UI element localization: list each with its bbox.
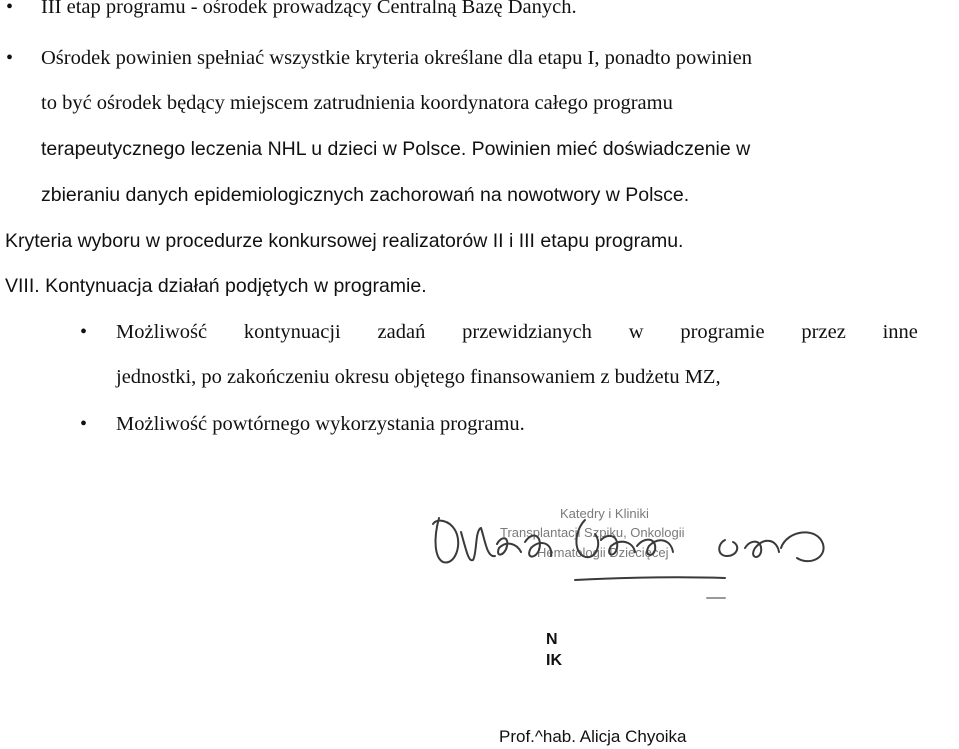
bullet-icon: • xyxy=(80,321,88,343)
word: kontynuacji xyxy=(243,321,341,343)
list-item-center-requirements-line-4: zbieraniu danych epidemiologicznych zachorowań na nowotwory w Polsce. xyxy=(41,184,690,206)
stamp-line-3: Hematologii Dziecięcej xyxy=(537,545,669,560)
bullet-icon: • xyxy=(6,47,14,69)
section-viii-heading: VIII. Kontynuacja działań podjętych w programie. xyxy=(5,275,427,297)
list-item-continuation-line-1 xyxy=(116,319,918,345)
word: przewidzianych xyxy=(462,321,592,343)
criteria-paragraph: Kryteria wyboru w procedurze konkursowej realizatorów II i III etapu programu. xyxy=(5,230,684,252)
bullet-icon: • xyxy=(6,0,14,18)
list-item-center-requirements-line-2: to być ośrodek będący miejscem zatrudnienia koordynatora całego programu xyxy=(41,92,673,114)
signature-initials-line-2: IK xyxy=(546,652,562,669)
list-item-reuse: Możliwość powtórnego wykorzystania programu. xyxy=(116,413,525,435)
stamp-signature-image xyxy=(425,500,865,610)
institution-stamp xyxy=(500,506,685,560)
word: przez xyxy=(801,321,846,343)
list-item-center-requirements-line-1: Ośrodek powinien spełniać wszystkie kryteria określane dla etapu I, ponadto powinien xyxy=(41,47,753,69)
list-item-center-requirements-line-3: terapeutycznego leczenia NHL u dzieci w Polsce. Powinien mieć doświadczenie w xyxy=(41,138,751,160)
stamp-line-1: Katedry i Kliniki xyxy=(560,506,649,521)
word: inne xyxy=(882,321,918,343)
list-item-continuation-line-2: jednostki, po zakończeniu okresu objętego finansowaniem z budżetu MZ, xyxy=(116,366,721,388)
word: Możliwość xyxy=(116,321,208,343)
stamp-line-2: Transplantacji Szpiku, Onkologii xyxy=(500,525,685,540)
word: zadań xyxy=(377,321,426,343)
word: programie xyxy=(680,321,765,343)
list-item-stage-three: III etap programu - ośrodek prowadzący Centralną Bazę Danych. xyxy=(41,0,577,18)
word: w xyxy=(628,321,644,343)
signature-initials-line-1: N xyxy=(546,631,558,648)
signatory-name: Prof.^hab. Alicja Chyoika xyxy=(499,727,687,746)
bullet-icon: • xyxy=(80,413,88,435)
